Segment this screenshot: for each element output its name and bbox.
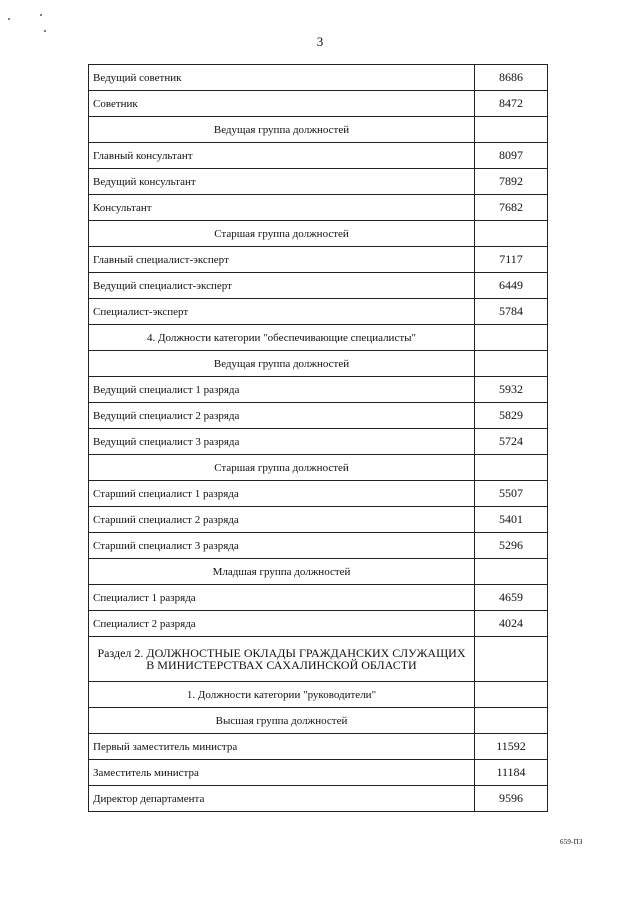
- salary-value: [475, 637, 548, 682]
- position-title: Высшая группа должностей: [89, 708, 475, 734]
- table-row: [89, 507, 548, 533]
- position-title: Раздел 2. ДОЛЖНОСТНЫЕ ОКЛАДЫ ГРАЖДАНСКИХ СЛУЖАЩИХ В МИНИСТЕРСТВАХ САХАЛИНСКОЙ ОБЛАСТИ: [89, 637, 475, 682]
- position-title: Ведущий специалист-эксперт: [89, 273, 475, 299]
- position-title: Директор департамента: [89, 786, 475, 812]
- salary-value: [475, 708, 548, 734]
- table-row: [89, 91, 548, 117]
- group-header-row: [89, 682, 548, 708]
- group-header-row: [89, 117, 548, 143]
- document-code: 659-ПЗ: [560, 838, 583, 846]
- position-title: Старшая группа должностей: [89, 455, 475, 481]
- table-row: [89, 429, 548, 455]
- salary-value: 7682: [475, 195, 548, 221]
- group-header-row: [89, 351, 548, 377]
- table-row: [89, 143, 548, 169]
- table-row: [89, 734, 548, 760]
- salary-value: 5296: [475, 533, 548, 559]
- table-row: [89, 533, 548, 559]
- salary-value: [475, 559, 548, 585]
- position-title: Ведущий специалист 1 разряда: [89, 377, 475, 403]
- scan-speck: [44, 30, 46, 32]
- table-row: [89, 786, 548, 812]
- group-header-row: [89, 221, 548, 247]
- table-row: [89, 195, 548, 221]
- position-title: Младшая группа должностей: [89, 559, 475, 585]
- position-title: Ведущая группа должностей: [89, 117, 475, 143]
- position-title: Главный специалист-эксперт: [89, 247, 475, 273]
- salary-value: 11184: [475, 760, 548, 786]
- table-row: [89, 403, 548, 429]
- table-row: [89, 611, 548, 637]
- table-row: [89, 481, 548, 507]
- position-title: Консультант: [89, 195, 475, 221]
- page-number: 3: [316, 34, 324, 49]
- position-title: Заместитель министра: [89, 760, 475, 786]
- salary-value: 5784: [475, 299, 548, 325]
- position-title: Специалист 1 разряда: [89, 585, 475, 611]
- position-title: Старший специалист 3 разряда: [89, 533, 475, 559]
- scan-speck: [8, 18, 10, 20]
- position-title: Первый заместитель министра: [89, 734, 475, 760]
- table-row: [89, 65, 548, 91]
- section-header-row: [89, 637, 548, 682]
- table-row: [89, 273, 548, 299]
- position-title: Ведущий советник: [89, 65, 475, 91]
- group-header-row: [89, 708, 548, 734]
- group-header-row: [89, 325, 548, 351]
- position-title: Ведущий специалист 2 разряда: [89, 403, 475, 429]
- position-title: 1. Должности категории "руководители": [89, 682, 475, 708]
- salary-value: [475, 682, 548, 708]
- table-row: [89, 169, 548, 195]
- salary-value: 6449: [475, 273, 548, 299]
- salary-value: 8686: [475, 65, 548, 91]
- position-title: Главный консультант: [89, 143, 475, 169]
- position-title: Специалист-эксперт: [89, 299, 475, 325]
- table-row: [89, 585, 548, 611]
- position-title: Советник: [89, 91, 475, 117]
- salary-table: [88, 64, 548, 812]
- position-title: Старший специалист 1 разряда: [89, 481, 475, 507]
- salary-table-body: [89, 65, 548, 812]
- group-header-row: [89, 559, 548, 585]
- salary-value: 9596: [475, 786, 548, 812]
- position-title: 4. Должности категории "обеспечивающие специалисты": [89, 325, 475, 351]
- salary-value: [475, 351, 548, 377]
- position-title: Старший специалист 2 разряда: [89, 507, 475, 533]
- salary-value: [475, 455, 548, 481]
- group-header-row: [89, 455, 548, 481]
- table-row: [89, 247, 548, 273]
- salary-value: 4659: [475, 585, 548, 611]
- table-row: [89, 760, 548, 786]
- salary-value: 5401: [475, 507, 548, 533]
- position-title: Ведущий специалист 3 разряда: [89, 429, 475, 455]
- salary-value: 4024: [475, 611, 548, 637]
- salary-value: [475, 221, 548, 247]
- salary-value: 7117: [475, 247, 548, 273]
- salary-value: 8472: [475, 91, 548, 117]
- salary-value: 5507: [475, 481, 548, 507]
- salary-value: 5829: [475, 403, 548, 429]
- position-title: Ведущая группа должностей: [89, 351, 475, 377]
- table-row: [89, 299, 548, 325]
- position-title: Специалист 2 разряда: [89, 611, 475, 637]
- salary-value: [475, 325, 548, 351]
- salary-value: 5724: [475, 429, 548, 455]
- position-title: Старшая группа должностей: [89, 221, 475, 247]
- position-title: Ведущий консультант: [89, 169, 475, 195]
- table-row: [89, 377, 548, 403]
- salary-value: 7892: [475, 169, 548, 195]
- salary-value: 8097: [475, 143, 548, 169]
- salary-value: [475, 117, 548, 143]
- salary-value: 5932: [475, 377, 548, 403]
- scan-speck: [40, 14, 42, 16]
- salary-value: 11592: [475, 734, 548, 760]
